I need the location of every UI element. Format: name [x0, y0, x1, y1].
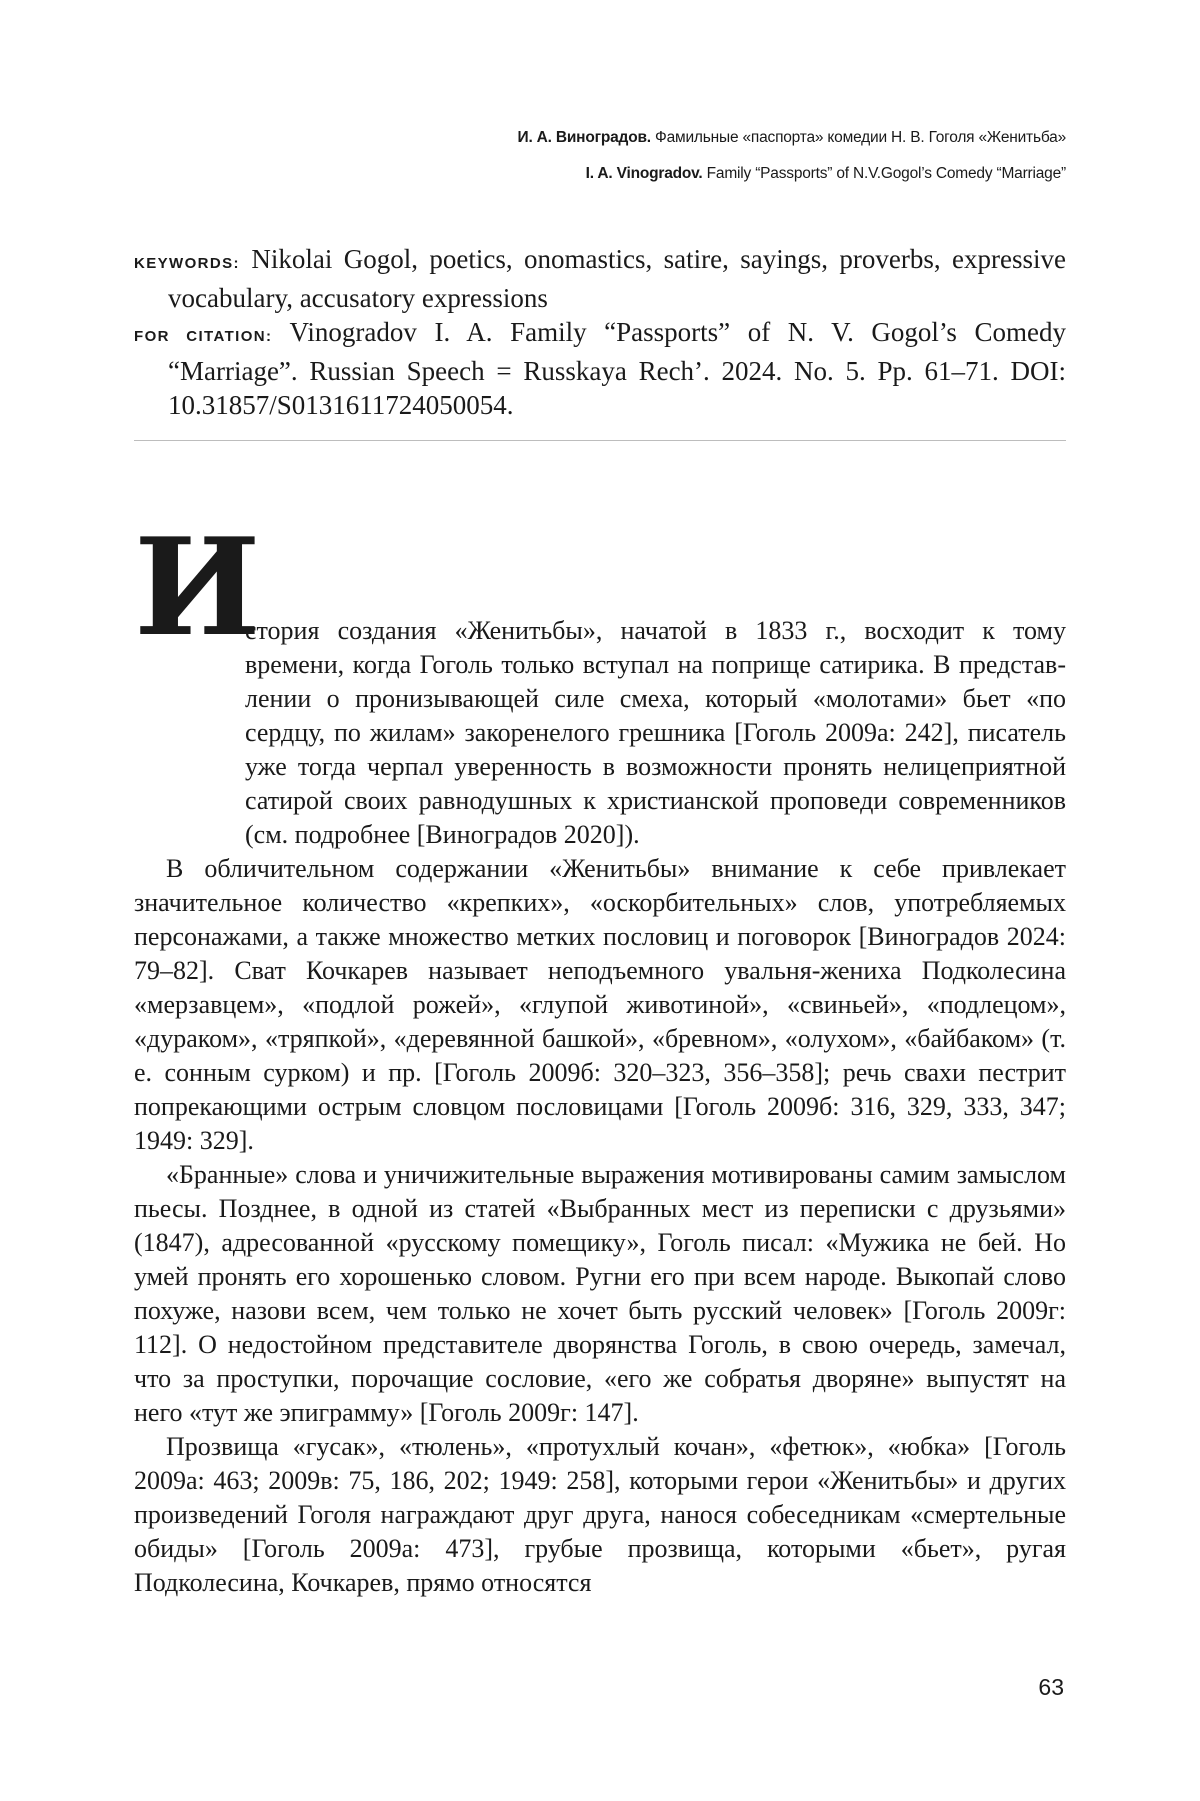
running-head-author-en: I. A. Vinogradov. [585, 165, 703, 182]
running-head-english [586, 165, 1066, 183]
paragraph-2: В обличительном содержании «Женитьбы» внимание к себе привлекает значительное количество «крепких», «оскорбительных» слов, употребляемых персонажами, а также множество метких пословиц и поговорок [Виноградов 2024: 79–82]. Сват Кочкарев называет неподъемного увальня-жениха Подколесина «мерзавцем», «подлой рожей», «глупой животиной», «свиньей», «подлецом», «дураком», «тряпкой», «деревянной башкой», «бревном», «олухом», «байбаком» (т. е. сонным сурком) и пр. [Гоголь 2009б: 320–323, 356–358]; речь свахи пестрит попрекающими острым словцом пословицами [Гоголь 2009б: 316, 329, 333, 347; 1949: 329]. [134, 854, 1066, 1155]
running-head-russian [518, 129, 1067, 147]
running-head-title-en: Family “Passports” of N.V.Gogol’s Comedy “Marriage” [706, 165, 1066, 182]
drop-cap: И [134, 508, 257, 666]
article-metadata [134, 242, 1066, 422]
running-head-author-ru: И. А. Виноградов. [517, 129, 651, 146]
keywords-text: Nikolai Gogol, poetics, onomastics, satire, sayings, proverbs, expressive vocabulary, accusatory expressions [168, 244, 1067, 313]
section-divider [134, 440, 1066, 441]
citation-entry: FOR CITATION: Vinogradov I. A. Family “Passports” of N. V. Gogol’s Comedy “Marriage”. Russian Speech = Russkaya Rech’. 2024. No. 5. Pp. 61–71. DOI: 10.31857/S0131611724050054. [134, 317, 1066, 420]
keywords-label: KEYWORDS [134, 255, 234, 272]
paragraph-3: «Бранные» слова и уничижительные выражения мотивированы самим замыслом пьесы. Позднее, в одной из статей «Выбранных мест из переписки с друзьями» (1847), адресованной «русскому помещику», Гоголь писал: «Мужика не бей. Но умей пронять его хорошенько словом. Ругни его при всем народе. Выкопай слово похуже, назови всем, чем только не хочет быть русский человек» [Гоголь 2009г: 112]. О недостойном представителе дворянства Гоголь, в свою очередь, замечал, что за проступки, порочащие сословие, «его же собратья дворяне» выпустят на него «тут же эпиграмму» [Гоголь 2009г: 147]. [134, 1160, 1066, 1427]
keywords-entry: KEYWORDS: Nikolai Gogol, poetics, onomastics, satire, sayings, proverbs, expressive vocabulary, accusatory expressions [134, 244, 1067, 313]
running-head-title-ru: Фамильные «паспорта» комедии Н. В. Гоголя «Женитьба» [655, 129, 1066, 146]
paragraph-4: Прозвища «гусак», «тюлень», «протухлый кочан», «фетюк», «юбка» [Гоголь 2009а: 463; 2009в: 75, 186, 202; 1949: 258], которыми герои «Женитьбы» и других произведений Гоголя награждают друг друга, нанося собеседникам «смертельные обиды» [Гоголь 2009а: 473], грубые прозвища, которыми «бьет», ругая Подколесина, Кочкарев, прямо относятся [134, 1432, 1066, 1597]
page-number: 63 [1038, 1674, 1064, 1700]
citation-text: Vinogradov I. A. Family “Passports” of N. V. Gogol’s Comedy “Marriage”. Russian Speech = Russkaya Rech’. 2024. No. 5. Pp. 61–71. DOI: 10.31857/S0131611724050054. [168, 317, 1066, 420]
paragraph-1: стория создания «Женитьбы», начатой в 1833 г., восходит к тому времени, когда Гоголь только вступал на поприще сатирика. В представлении о пронизывающей силе смеха, который «молотами» бьет «по сердцу, по жилам» закоренелого грешника [Гоголь 2009а: 242], писатель уже тогда черпал уверенность в возможности пронять нелицеприятной сатирой своих равнодушных к христианской проповеди современников (см. подробнее [Виноградов 2020]). [245, 616, 1066, 849]
citation-label: FOR CITATION [134, 328, 267, 345]
article-body [134, 614, 1066, 1600]
